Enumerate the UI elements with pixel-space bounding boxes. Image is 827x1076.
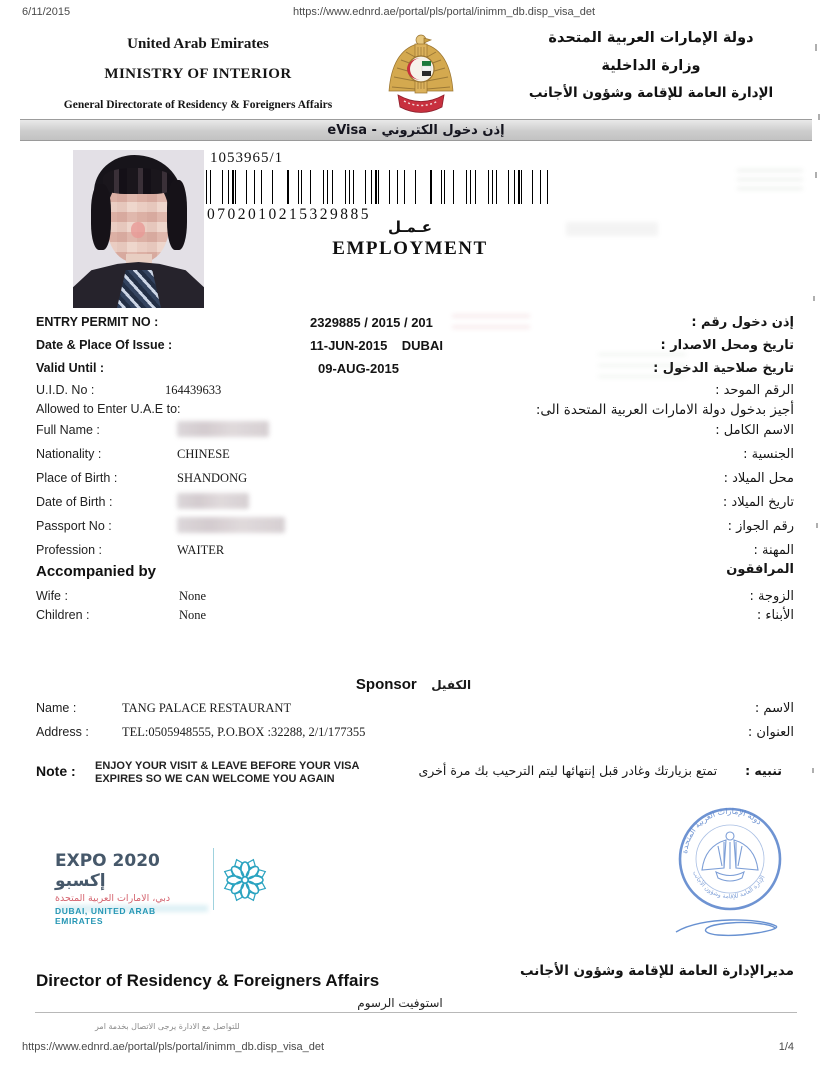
field-row-valid-until [0,361,827,381]
field-label-ar: المهنة : [753,543,794,558]
note-text-ar: تمتع بزيارتك وغادر قبل إنتهائها ليتم الترحيب بك مرة أخرى [418,763,718,778]
field-label: Full Name : [36,423,100,437]
page-number: 1/4 [778,1041,794,1053]
accompanied-title: Accompanied by [36,563,157,580]
barcode [206,170,556,204]
print-url-top: https://www.ednrd.ae/portal/pls/portal/inimm_db.disp_visa_det [293,6,596,18]
field-row-full-name [0,423,827,443]
scan-ghost [737,168,803,196]
field-label: ENTRY PERMIT NO : [36,315,159,329]
permit-file-number: 1053965/1 [210,150,284,166]
field-label: Date of Birth : [36,495,113,509]
signature-icon [676,920,777,935]
field-label: Wife : [36,589,68,603]
field-value: 11-JUN-2015 DUBAI [310,338,443,353]
field-label-ar: إذن دخول رقم : [691,315,794,330]
sponsor-title-ar: الكفيل [431,678,472,692]
field-row-sponsor-address [0,725,827,745]
ministry-name-ar: وزارة الداخلية [601,58,701,74]
print-date: 6/11/2015 [22,6,71,18]
field-label: Date & Place Of Issue : [36,338,173,352]
print-url-bottom: https://www.ednrd.ae/portal/pls/portal/inimm_db.disp_visa_det [22,1041,325,1053]
field-label: Children : [36,608,90,622]
field-label-ar: الأبناء : [756,608,794,623]
letterhead-arabic [501,30,801,101]
note-label-ar: تنبيه : [745,763,782,778]
scan-ghost [452,310,530,336]
field-value: SHANDONG [177,471,248,485]
ministry-name-en: MINISTRY OF INTERIOR [104,66,292,82]
director-title-en: Director of Residency & Foreigners Affairs [36,971,380,990]
redacted-value [177,493,249,509]
field-value: CHINESE [177,447,230,461]
scan-ghost [566,222,658,236]
applicant-photo [73,150,204,308]
field-label: Name : [36,701,77,715]
field-row-sponsor-name [0,701,827,721]
uae-falcon-emblem-icon [384,31,458,117]
field-label-ar: أجيز بدخول دولة الامارات العربية المتحدة الى: [535,402,794,418]
field-label-ar: الاسم الكامل : [715,423,794,438]
expo-rosette-icon [222,857,268,903]
stamp-arc-text-bottom: الإدارة العامة للإقامة وشؤون الأجانب [691,870,767,901]
redacted-value [177,517,285,533]
sponsor-title: Sponsor [355,676,417,693]
field-label: Address : [36,725,89,739]
photo-fringe [103,168,175,194]
field-value: None [179,589,207,603]
field-row-allowed [0,402,827,422]
field-label: Nationality : [36,447,102,461]
scan-speck [818,114,820,120]
field-label-ar: تاريخ صلاحية الدخول : [653,361,794,376]
official-stamp-icon [672,806,790,956]
letterhead-english [18,30,378,111]
field-value: TANG PALACE RESTAURANT [122,701,292,715]
barcode-value: 0702010215329885 [207,206,371,223]
field-label: Profession : [36,543,103,557]
field-label-ar: رقم الجواز : [727,519,794,534]
expo-subtitle-ar: دبي، الامارات العربية المتحدة [55,893,171,904]
note-text: ENJOY YOUR VISIT & LEAVE BEFORE YOUR VISA EXPIRES SO WE CAN WELCOME YOU AGAIN [95,760,360,785]
country-name-ar: دولة الإمارات العربية المتحدة [548,30,754,46]
scan-speck [816,523,818,528]
permit-type-arabic: عـمـل [388,218,432,236]
field-value: 2329885 / 2015 / 201 [310,315,433,330]
field-label-ar: تاريخ ومحل الاصدار : [660,338,794,353]
note-arabic [418,763,782,778]
field-row-date-of-birth [0,495,827,515]
stamp-arc-text-top: دولة الإمارات العربية المتحدة [680,806,764,855]
field-value: TEL:0505948555, P.O.BOX :32288, 2/1/177355 [122,725,366,739]
footer-divider [35,1012,797,1013]
field-label-ar: محل الميلاد : [723,471,794,486]
field-row-passport [0,519,827,539]
field-row-children [0,608,827,628]
fees-received-ar: استوفيت الرسوم [357,996,443,1010]
scan-ghost [598,350,686,386]
note-label: Note : [36,763,76,779]
evisa-title-bar: eVisa - إذن دخول الكتروني [20,119,812,141]
expo-subtitle-en: DUBAI, UNITED ARAB EMIRATES [55,906,156,926]
redacted-value [177,421,269,437]
svg-text:دولة الإمارات العربية المتحدة [680,807,764,854]
field-label-ar: العنوان : [747,725,794,740]
svg-text:الإدارة العامة للإقامة وشؤون ا [691,870,767,900]
field-label-ar: الزوجة : [749,589,794,604]
field-label: U.I.D. No : [36,383,95,397]
field-label-ar: الاسم : [754,701,794,716]
field-row-uid [0,383,827,403]
field-row-entry-permit [0,315,827,335]
country-name-en: United Arab Emirates [127,36,269,52]
expo-divider [213,848,214,910]
permit-type [245,218,575,260]
scan-speck [812,768,814,773]
expo2020-logo [55,851,205,926]
field-label: Passport No : [36,519,112,533]
director-title-ar: مديرالإدارة العامة للإقامة وشؤون الأجانب [520,963,794,979]
accompanied-title-ar: المرافقون [726,562,794,577]
permit-type-english: EMPLOYMENT [332,238,488,259]
field-label: Allowed to Enter U.A.E to: [36,402,181,416]
scan-ghost-expo [58,905,208,912]
sponsor-title-row [0,676,827,694]
directorate-name-en: General Directorate of Residency & Foreigners Affairs [63,99,333,111]
field-label: Place of Birth : [36,471,118,485]
field-row-place-of-birth [0,471,827,491]
field-value: 164439633 [165,383,222,397]
field-label-ar: الرقم الموحد : [715,383,794,398]
field-value: 09-AUG-2015 [318,361,399,376]
field-value: WAITER [177,543,225,557]
scan-speck [815,172,817,178]
field-row-nationality [0,447,827,467]
field-row-wife [0,589,827,609]
scan-speck [813,296,815,301]
field-row-profession [0,543,827,563]
field-label: Valid Until : [36,361,105,375]
field-value: None [179,608,207,622]
contact-note-ar: للتواصل مع الادارة يرجى الاتصال بخدمة امر [95,1022,240,1031]
field-label-ar: الجنسية : [743,447,794,462]
field-label-ar: تاريخ الميلاد : [722,495,794,510]
scan-speck [815,44,817,51]
directorate-name-ar: الإدارة العامة للإقامة وشؤون الأجانب [528,85,774,101]
expo-title: EXPO 2020 إكسبو [55,851,160,891]
field-row-issue [0,338,827,358]
